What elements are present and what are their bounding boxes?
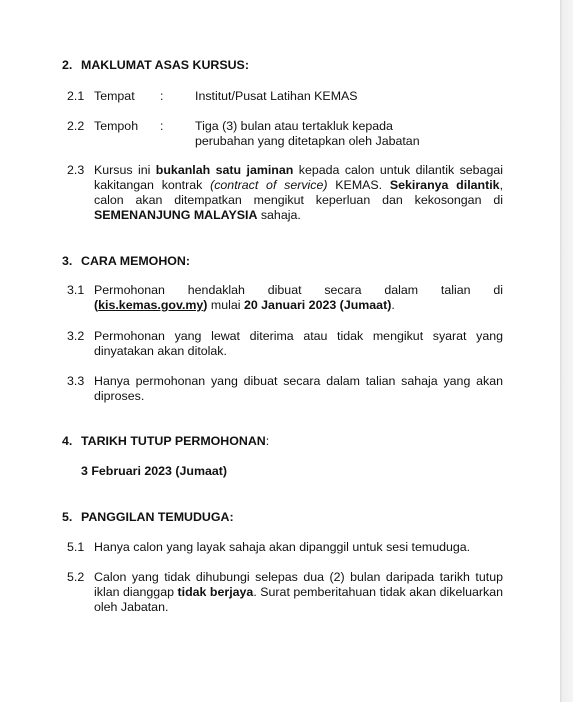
item-5-2-text: Calon yang tidak dihubungi selepas dua (2) bulan daripada tarikh tutup iklan dianggap tidak berjaya. Surat pemberitahuan tidak akan dikeluarkan oleh Jabatan. (94, 570, 504, 614)
application-link[interactable]: kis.kemas.gov.my (98, 298, 204, 312)
page-edge (560, 0, 573, 702)
item-3-1-text: Permohonan hendaklah dibuat secara dalam talian di (kis.kemas.gov.my) mulai 20 Januari 2023 (Jumaat). (94, 283, 503, 312)
section-heading-3: 3. CARA MEMOHON: (62, 254, 190, 268)
item-2-3-text: Kursus ini bukanlah satu jaminan kepada calon untuk dilantik sebagai kakitangan kontrak (contract of service) KEMAS. Sekiranya dilantik, calon akan ditempatkan mengikut keperluan dan kekosongan di SEMENANJUNG MALAYSIA sahaja. (94, 163, 504, 222)
section-heading-5: 5. PANGGILAN TEMUDUGA: (62, 510, 234, 524)
section-heading-2: 2. MAKLUMAT ASAS KURSUS: (62, 58, 249, 72)
section-heading-4: 4. TARIKH TUTUP PERMOHONAN: (62, 434, 270, 448)
document-page: 2. MAKLUMAT ASAS KURSUS: 2.1 Tempat : Institut/Pusat Latihan KEMAS 2.2 Tempoh : Tiga (3) bulan atau tertakluk kepada perubahan yang ditetapkan oleh Jabatan 2.3 Kursus ini bukanlah satu jaminan kepada calon untuk dilantik sebagai kakitangan kontrak (contract of service) KEMAS. Sekiranya dilantik, calon akan ditempatkan mengikut keperluan dan kekosongan di SEMENANJUNG MALAYSIA sahaja. 3. CARA MEMOHON: 3.1 Permohonan hendaklah dibuat secara dalam talian di (kis.kemas.gov.my) mulai 20 Januari 2023 (Jumaat). 3.2 Permohonan yang lewat diterima atau tidak mengikut syarat yang dinyatakan akan ditolak. 3.3 Hanya permohonan yang dibuat secara dalam talian sahaja yang akan diproses. 4. TARIKH TUTUP PERMOHONAN: 3 Februari 2023 (Jumaat) 5. PANGGILAN TEMUDUGA: 5.1 Hanya calon yang layak sahaja akan dipanggil untuk sesi temuduga. 5.2 Calon yang tidak dihubungi selepas dua (2) bulan daripada tarikh tutup iklan dianggap tidak berjaya. Surat pemberitahuan tidak akan dikeluarkan oleh Jabatan. (0, 0, 560, 702)
closing-date: 3 Februari 2023 (Jumaat) (81, 464, 227, 478)
